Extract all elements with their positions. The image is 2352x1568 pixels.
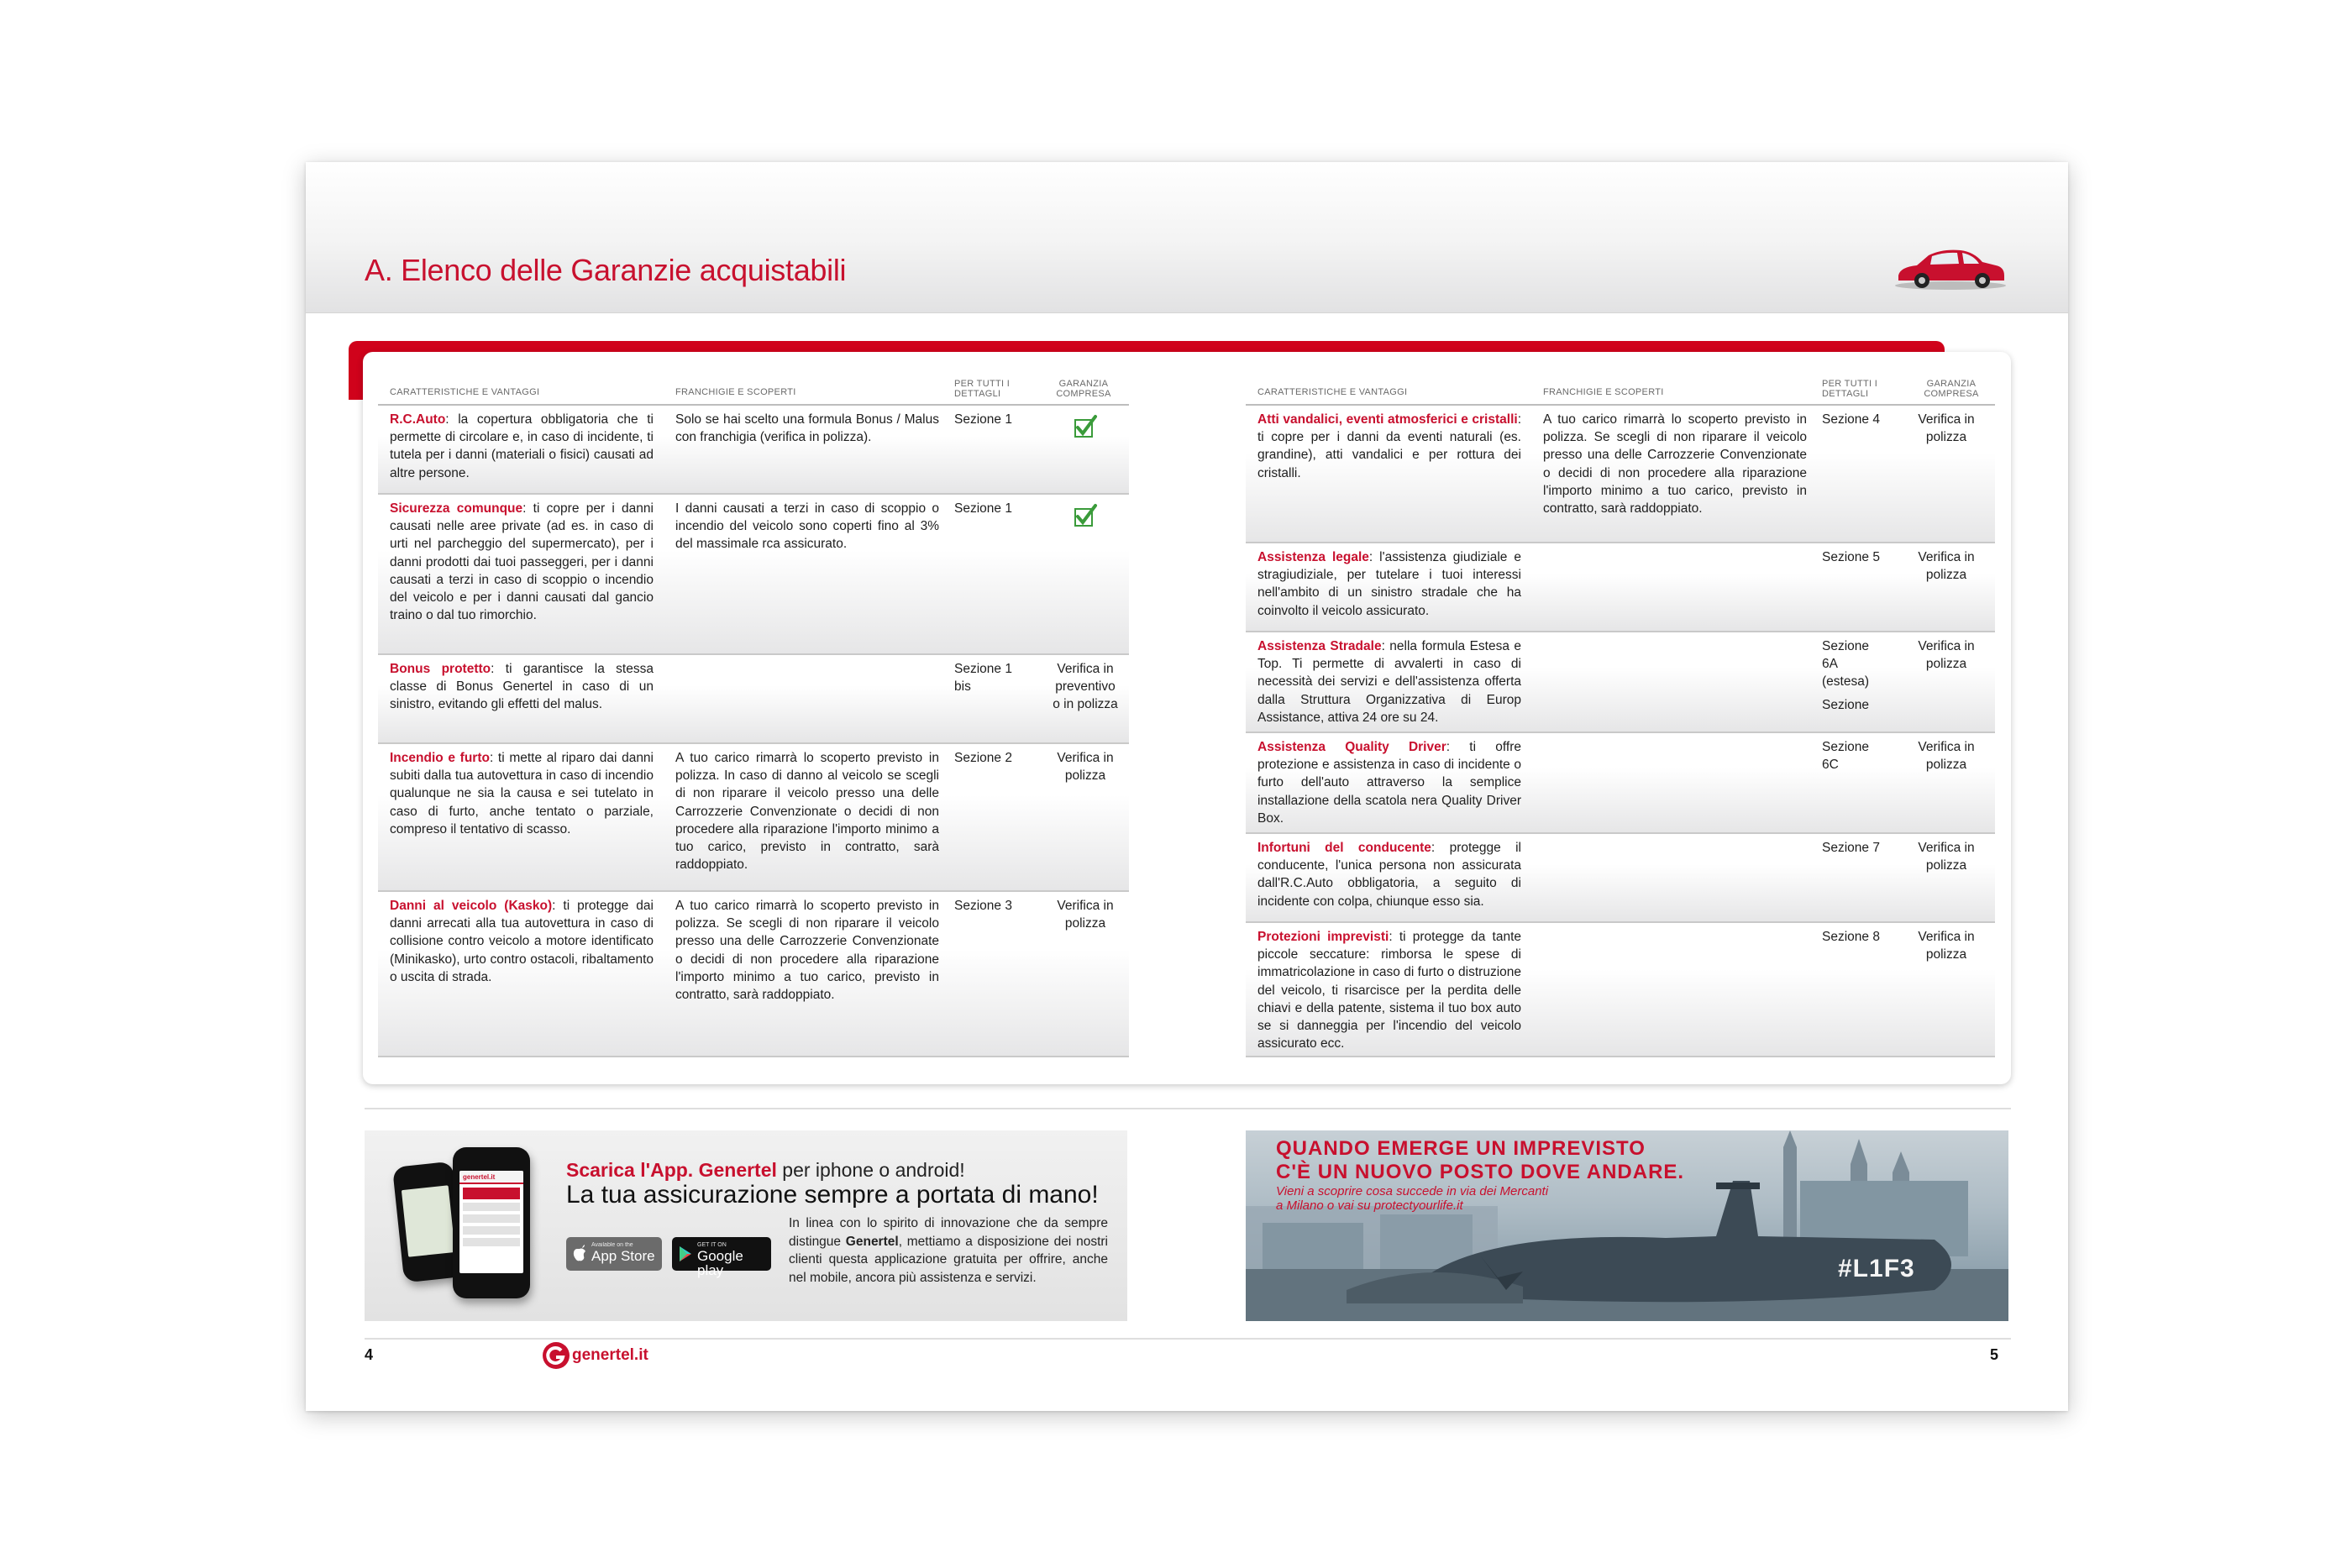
row-description: Assistenza Quality Driver: ti offre protezione e assistenza in caso di incidente o furto dell'auto attraverso la semplice installazione della scatola nera Quality Driver Box. — [1257, 740, 1521, 826]
row-franchigie: A tuo carico rimarrà lo scoperto previsto in polizza. In caso di danno al veicolo se scegli di non riparare il veicolo presso una delle Carrozzerie Convenzionate o decidi di non procedere alla riparazione l'importo minimo a tuo carico, previsto in contratto, sarà raddoppiato. — [675, 751, 939, 873]
page-title: A. Elenco delle Garanzie acquistabili — [365, 253, 847, 287]
row-description: Atti vandalici, eventi atmosferici e cristalli: ti copre per i danni da eventi naturali (es. grandine), atti vandalici e per rottura dei cristalli. — [1257, 412, 1521, 480]
row-included: Verifica in polizza — [1918, 550, 1975, 583]
table-row — [1246, 834, 1995, 923]
row-section: Sezione 3 — [954, 899, 1012, 913]
footer-divider — [365, 1338, 2011, 1340]
row-section: Sezione 6C — [1822, 740, 1870, 773]
row-section: Sezione 7 — [1822, 841, 1880, 855]
checkbox-checked-icon — [1073, 414, 1098, 439]
row-description: Sicurezza comunque: ti copre per i danni causati nelle aree private (ad es. in caso di urti nel parcheggio del supermercato), per i danni prodotti dai tuoi passeggeri, per i danni causati a terzi in caso di scoppio o incendio del veicolo e per i danni causati dal gancio traino o dal tuo rimorchio. — [390, 501, 654, 623]
row-description: Assistenza Stradale: nella formula Estesa e Top. Ti permette di avvalerti in caso di necessità dei servizi e dell'assistenza offerta dalla Struttura Organizzativa di Europ Assistance, attiva 24 ore su 24. — [1257, 639, 1521, 725]
row-included: Verifica in preventivo o in polizza — [1053, 662, 1118, 712]
row-included — [1050, 411, 1121, 444]
header-caratteristiche: CARATTERISTICHE E VANTAGGI — [390, 387, 540, 397]
row-included: Verifica in polizza — [1918, 639, 1975, 672]
header-band — [306, 162, 2068, 313]
row-description: Protezioni imprevisti: ti protegge da tante piccole seccature: rimborsa le spese di immatricolazione in caso di furto o distruzione del veicolo, ti risarcisce per la perdita delle chiavi e della patente, sistema il tuo box auto se si danneggia per l'incendio del veicolo assicurato ecc. — [1257, 930, 1522, 1051]
google-play-button[interactable]: GET IT ON Google play — [672, 1237, 771, 1271]
table-header — [378, 360, 1129, 406]
row-section: Sezione 5 — [1822, 550, 1880, 564]
row-franchigie: A tuo carico rimarrà lo scoperto previsto in polizza. Se scegli di non riparare il veicolo presso una delle Carrozzerie Convenzionate o decidi di non procedere alla riparazione l'importo minimo a tuo carico, previsto in contratto, sarà raddoppiato. — [675, 899, 939, 1003]
row-included: Verifica in polizza — [1057, 899, 1114, 931]
section-divider — [365, 1108, 2011, 1109]
app-store-button[interactable]: Available on the App Store — [566, 1237, 662, 1271]
header-franchigie: FRANCHIGIE E SCOPERTI — [675, 387, 796, 397]
row-included: Verifica in polizza — [1918, 740, 1975, 773]
table-row — [378, 744, 1129, 892]
campaign-banner — [1246, 1130, 2008, 1321]
row-description: Danni al veicolo (Kasko): ti protegge dai danni arrecati alla tua autovettura in caso di collisione contro veicolo a motore identificato (Minikasko), urto contro ostacoli, ribaltamento o uscita di strada. — [390, 899, 654, 984]
genertel-logo-icon — [543, 1342, 570, 1369]
row-description: Assistenza legale: l'assistenza giudiziale e stragiudiziale, per tutelare i tuoi interessi nell'ambito di un sinistro stradale che ha coinvolto il veicolo assicurato. — [1257, 550, 1522, 618]
row-description: Incendio e furto: ti mette al riparo dai danni subiti dalla tua autovettura in caso di incendio qualunque ne sia la causa e sei tutelato in caso di furto, anche tentato o parziale, compreso il tentativo di scasso. — [390, 751, 654, 836]
phone-front-image — [453, 1147, 530, 1298]
header-garanzia: GARANZIA COMPRESA — [1056, 379, 1111, 399]
banner-subtext: Vieni a scoprire cosa succede in via dei Mercanti a Milano o vai su protectyourlife.it — [1276, 1184, 1549, 1213]
table-row — [378, 655, 1129, 744]
coverage-table-right — [1246, 360, 1995, 1057]
row-included: Verifica in polizza — [1918, 841, 1975, 873]
table-row — [1246, 733, 1995, 834]
row-section: Sezione 1 — [954, 501, 1012, 516]
table-row — [1246, 543, 1995, 632]
header-dettagli: PER TUTTI I DETTAGLI — [954, 379, 1011, 399]
row-franchigie: Solo se hai scelto una formula Bonus / Malus con franchigia (verifica in polizza). — [675, 412, 939, 445]
table-row — [1246, 632, 1995, 733]
row-section: Sezione 2 — [954, 751, 1012, 765]
table-row — [378, 892, 1129, 1057]
banner-hashtag: #L1F3 — [1838, 1255, 1915, 1282]
header-dettagli: PER TUTTI I DETTAGLI — [1822, 379, 1878, 399]
genertel-logo: genertel.it — [543, 1341, 648, 1370]
apple-icon — [573, 1245, 586, 1261]
promo-subheadline: La tua assicurazione sempre a portata di mano! — [566, 1181, 1099, 1209]
red-car-icon — [1892, 242, 2009, 292]
banner-headline: QUANDO EMERGE UN IMPREVISTO C'È UN NUOVO POSTO DOVE ANDARE. — [1276, 1137, 1685, 1183]
phone-screen-header: genertel.it — [459, 1171, 523, 1184]
header-caratteristiche: CARATTERISTICHE E VANTAGGI — [1257, 387, 1408, 397]
row-section: Sezione 4 — [1822, 412, 1880, 427]
row-franchigie: I danni causati a terzi in caso di scoppio o incendio del veicolo sono coperti fino al 3% del massimale rca assicurato. — [675, 501, 939, 552]
promo-body: In linea con lo spirito di innovazione che da sempre distingue Genertel, mettiamo a disposizione dei nostri clienti questa applicazione gratuita per offrire, anche nel mobile, ancora più assistenza e servizi. — [789, 1216, 1108, 1285]
row-franchigie: A tuo carico rimarrà lo scoperto previsto in polizza. Se scegli di non riparare il veicolo presso una delle Carrozzerie Convenzionate o decidi di non procedere alla riparazione l'importo minimo a tuo carico, previsto in contratto, sarà raddoppiato. — [1543, 412, 1807, 517]
page-number-right: 5 — [1990, 1346, 1999, 1363]
row-included — [1050, 500, 1121, 533]
row-description: Infortuni del conducente: protegge il conducente, l'unica persona non assicurata dall'R.C.Auto obbligatoria, a seguito di incidente con colpa, chiunque esso sia. — [1257, 841, 1521, 909]
table-header — [1246, 360, 1995, 406]
table-row — [1246, 406, 1995, 543]
row-description: Bonus protetto: ti garantisce la stessa classe di Bonus Genertel in caso di un sinistro, evitando gli effetti del malus. — [390, 662, 654, 712]
row-section: Sezione 8 — [1822, 930, 1880, 944]
table-row — [378, 495, 1129, 655]
page-number-left: 4 — [365, 1346, 374, 1363]
promo-headline: Scarica l'App. Genertel per iphone o android! — [566, 1159, 965, 1181]
brochure-spread — [306, 162, 2068, 1411]
row-included: Verifica in polizza — [1057, 751, 1114, 784]
checkbox-checked-icon — [1073, 503, 1098, 528]
coverage-table-left — [378, 360, 1129, 1057]
header-franchigie: FRANCHIGIE E SCOPERTI — [1543, 387, 1664, 397]
google-play-icon — [679, 1245, 692, 1262]
row-section: Sezione 1 bis — [954, 662, 1012, 695]
header-garanzia: GARANZIA COMPRESA — [1924, 379, 1979, 399]
table-row — [1246, 923, 1995, 1057]
row-section: Sezione 6A (estesa) Sezione — [1822, 639, 1870, 712]
row-section: Sezione 1 — [954, 412, 1012, 427]
table-row — [378, 406, 1129, 495]
app-promo-box — [365, 1130, 1127, 1321]
row-included: Verifica in polizza — [1918, 412, 1975, 445]
row-included: Verifica in polizza — [1918, 930, 1975, 962]
row-description: R.C.Auto: la copertura obbligatoria che ti permette di circolare e, in caso di incidente, ti tutela per i danni (materiali o fisici) causati ad altre persone. — [390, 412, 654, 480]
